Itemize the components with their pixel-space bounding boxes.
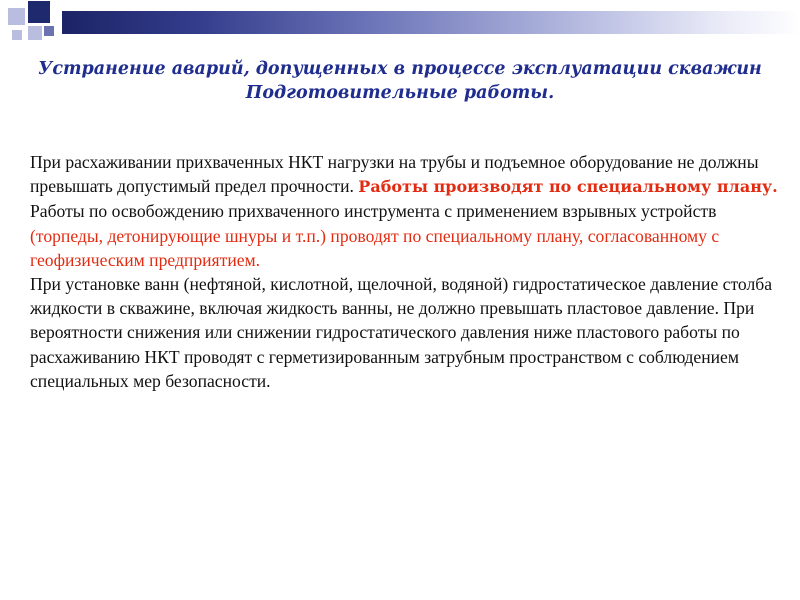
paragraph-2 <box>30 199 792 272</box>
decor-square <box>12 30 22 40</box>
paragraph-1-emphasis: Работы производят по специальному плану. <box>358 177 778 197</box>
decor-square <box>28 26 42 40</box>
paragraph-2-emphasis: (торпеды, детонирующие шнуры и т.п.) проводят по специальному плану, согласованному с геофизическим предприятием. <box>30 225 720 270</box>
title-line-1: Устранение аварий, допущенных в процессе эксплуатации скважин <box>38 59 762 79</box>
paragraph-3: При установке ванн (нефтяной, кислотной, щелочной, водяной) гидростатическое давление столба жидкости в скважине, включая жидкость ванны, не должно превышать пластовое давление. При вероятности снижения или снижении гидростатического давления ниже пластового работы по расхаживанию НКТ проводят с герметизированным затрубным пространством с соблюдением специальных мер безопасности. <box>30 274 773 391</box>
decor-square <box>28 1 50 23</box>
decor-square <box>8 8 25 25</box>
paragraph-1 <box>30 150 792 199</box>
decor-square <box>44 26 54 36</box>
header-gradient-bar <box>62 11 800 34</box>
paragraph-1-text: При расхаживании прихваченных НКТ нагрузки на трубы и подъемное оборудование не должны превышать допустимый предел прочности. <box>30 152 759 197</box>
body-text <box>30 150 792 393</box>
title-line-2: Подготовительные работы. <box>245 83 555 103</box>
paragraph-2-text: Работы по освобождению прихваченного инструмента с применением взрывных устройств <box>30 201 717 222</box>
slide-title <box>0 57 800 105</box>
